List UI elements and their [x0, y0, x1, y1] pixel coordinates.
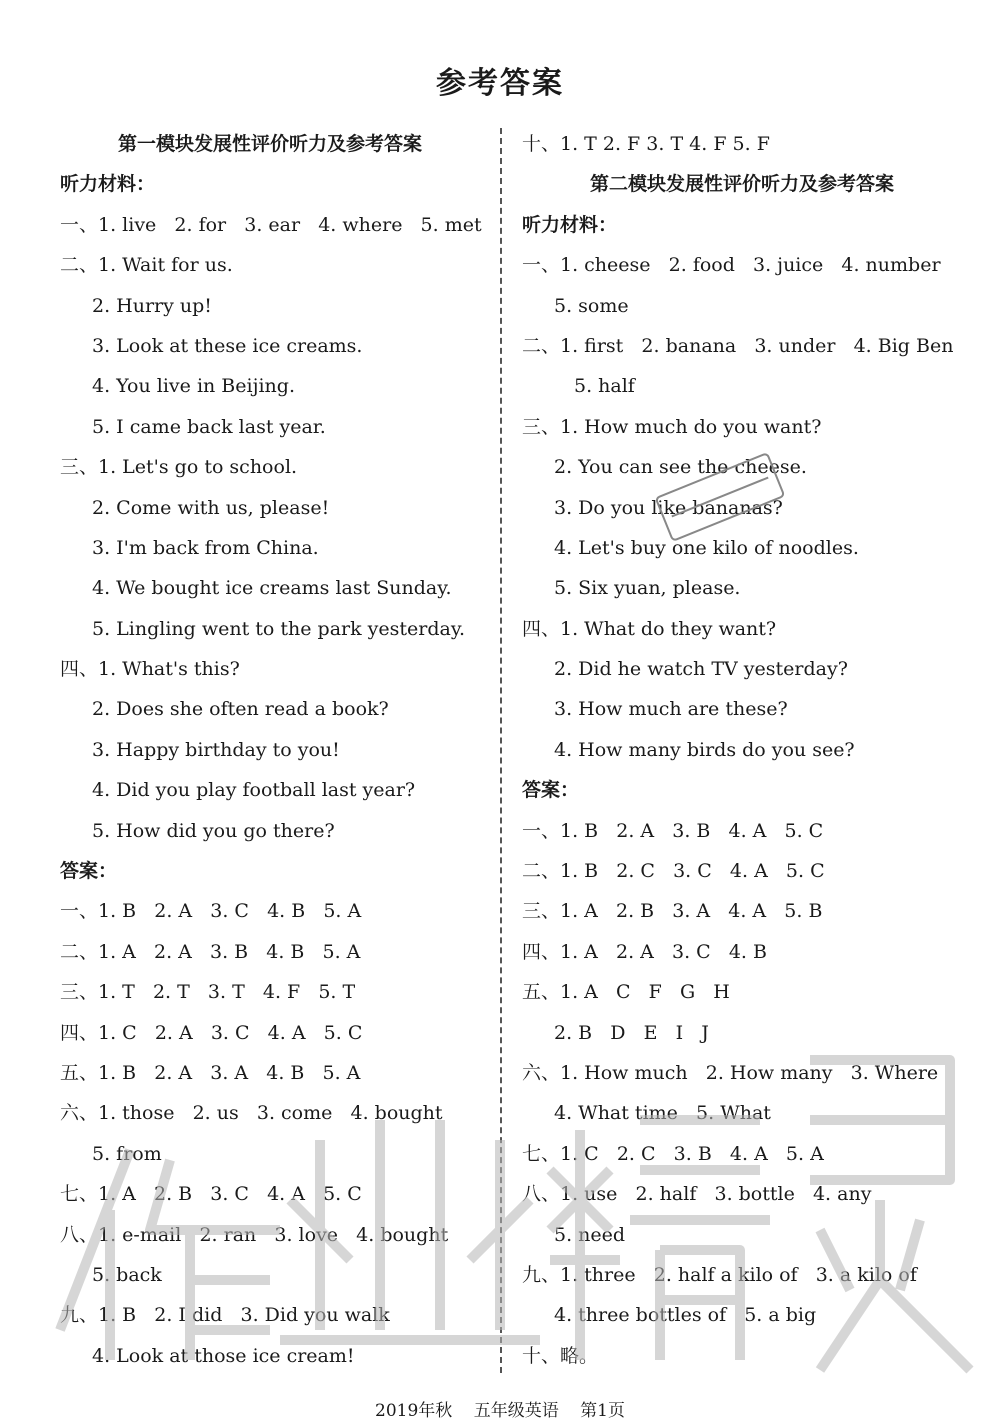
answer-line: 二、1. first 2. banana 3. under 4. Big Ben — [522, 334, 954, 357]
answer-line: 十、略。 — [522, 1344, 599, 1367]
answer-line: 一、1. B 2. A 3. C 4. B 5. A — [60, 900, 362, 923]
answer-line: 八、1. use 2. half 3. bottle 4. any — [522, 1183, 872, 1206]
answer-line: 六、1. those 2. us 3. come 4. bought — [60, 1102, 443, 1125]
right-column — [522, 124, 962, 1376]
answer-line: 三、1. A 2. B 3. A 4. A 5. B — [522, 900, 823, 923]
section-label: 听力材料： — [60, 173, 156, 196]
answer-line: 四、1. C 2. A 3. C 4. A 5. C — [60, 1021, 363, 1044]
column-divider — [500, 128, 502, 1373]
answer-line: 2. Come with us, please! — [92, 496, 330, 519]
answer-line: 4. How many birds do you see? — [554, 738, 855, 761]
answer-line: 4. Did you play football last year? — [92, 779, 416, 802]
answer-line: 3. How much are these? — [554, 698, 788, 721]
answer-line: 四、1. A 2. A 3. C 4. B — [522, 940, 767, 963]
answer-line: 八、1. e-mail 2. ran 3. love 4. bought — [60, 1223, 449, 1246]
answer-line: 二、1. Wait for us. — [60, 254, 233, 277]
answer-line: 2. You can see the cheese. — [554, 456, 807, 479]
answer-line: 3. Happy birthday to you! — [92, 738, 340, 761]
section-label: 答案： — [60, 860, 118, 883]
answer-line: 5. back — [92, 1263, 162, 1286]
module-1-part-10-answers: 十、1. T 2. F 3. T 4. F 5. F — [522, 133, 770, 155]
footer-page-number: 第1页 — [580, 1401, 625, 1421]
answer-line: 三、1. T 2. T 3. T 4. F 5. T — [60, 981, 356, 1004]
answer-line: 九、1. B 2. I did 3. Did you walk — [60, 1304, 390, 1327]
answer-line: 七、1. C 2. C 3. B 4. A 5. A — [522, 1142, 824, 1165]
answer-line: 七、1. A 2. B 3. C 4. A 5. C — [60, 1183, 362, 1206]
answer-line: 二、1. A 2. A 3. B 4. B 5. A — [60, 940, 361, 963]
answer-line: 4. Look at those ice cream! — [92, 1344, 355, 1367]
answer-line: 二、1. B 2. C 3. C 4. A 5. C — [522, 860, 825, 883]
answer-line: 5. Six yuan, please. — [554, 577, 741, 600]
answer-line: 4. Let's buy one kilo of noodles. — [554, 536, 859, 559]
answer-line: 5. need — [554, 1223, 626, 1246]
answer-line: 2. Does she often read a book? — [92, 698, 389, 721]
answer-line: 一、1. live 2. for 3. ear 4. where 5. met — [60, 213, 482, 236]
answer-line: 2. B D E I J — [554, 1021, 709, 1044]
answer-line: 六、1. How much 2. How many 3. Where — [522, 1061, 939, 1084]
answer-line: 五、1. B 2. A 3. A 4. B 5. A — [60, 1061, 361, 1084]
answer-line: 九、1. three 2. half a kilo of 3. a kilo of — [522, 1263, 917, 1286]
section-label: 听力材料： — [522, 213, 618, 236]
left-column — [60, 124, 480, 1376]
answer-line: 5. I came back last year. — [92, 415, 326, 438]
answer-line: 3. Do you like bananas? — [554, 496, 783, 519]
module-2-heading: 第二模块发展性评价听力及参考答案 — [589, 173, 894, 196]
module-1-heading: 第一模块发展性评价听力及参考答案 — [117, 133, 422, 155]
answer-line: 四、1. What's this? — [60, 658, 240, 681]
answer-line: 3. Look at these ice creams. — [92, 334, 363, 357]
answer-line: 三、1. Let's go to school. — [60, 456, 298, 479]
section-label: 答案： — [522, 779, 580, 802]
answer-line: 5. Lingling went to the park yesterday. — [92, 617, 466, 640]
answer-line: 4. You live in Beijing. — [92, 375, 295, 398]
answer-line: 2. Hurry up! — [92, 294, 212, 317]
page-footer — [0, 1396, 1000, 1421]
answer-line: 4. three bottles of 5. a big — [554, 1304, 817, 1327]
answer-line: 5. from — [92, 1142, 162, 1165]
answer-line: 2. Did he watch TV yesterday? — [554, 658, 848, 681]
page-title: 参考答案 — [436, 66, 564, 101]
footer-term: 2019年秋 — [375, 1401, 453, 1421]
footer-grade: 五年级英语 — [473, 1401, 559, 1421]
answer-line: 一、1. cheese 2. food 3. juice 4. number — [522, 254, 941, 277]
answer-line: 五、1. A C F G H — [522, 981, 730, 1004]
answer-line: 4. What time 5. What — [554, 1102, 771, 1125]
answer-line: 5. some — [554, 294, 629, 317]
answer-line: 5. half — [574, 375, 635, 398]
module-1-content — [60, 164, 480, 1376]
answer-line: 5. How did you go there? — [92, 819, 335, 842]
answer-line: 一、1. B 2. A 3. B 4. A 5. C — [522, 819, 824, 842]
answer-line: 3. I'm back from China. — [92, 536, 319, 559]
answer-line: 四、1. What do they want? — [522, 617, 777, 640]
answer-line: 4. We bought ice creams last Sunday. — [92, 577, 452, 600]
answer-line: 三、1. How much do you want? — [522, 415, 822, 438]
module-2-content — [522, 205, 962, 1376]
